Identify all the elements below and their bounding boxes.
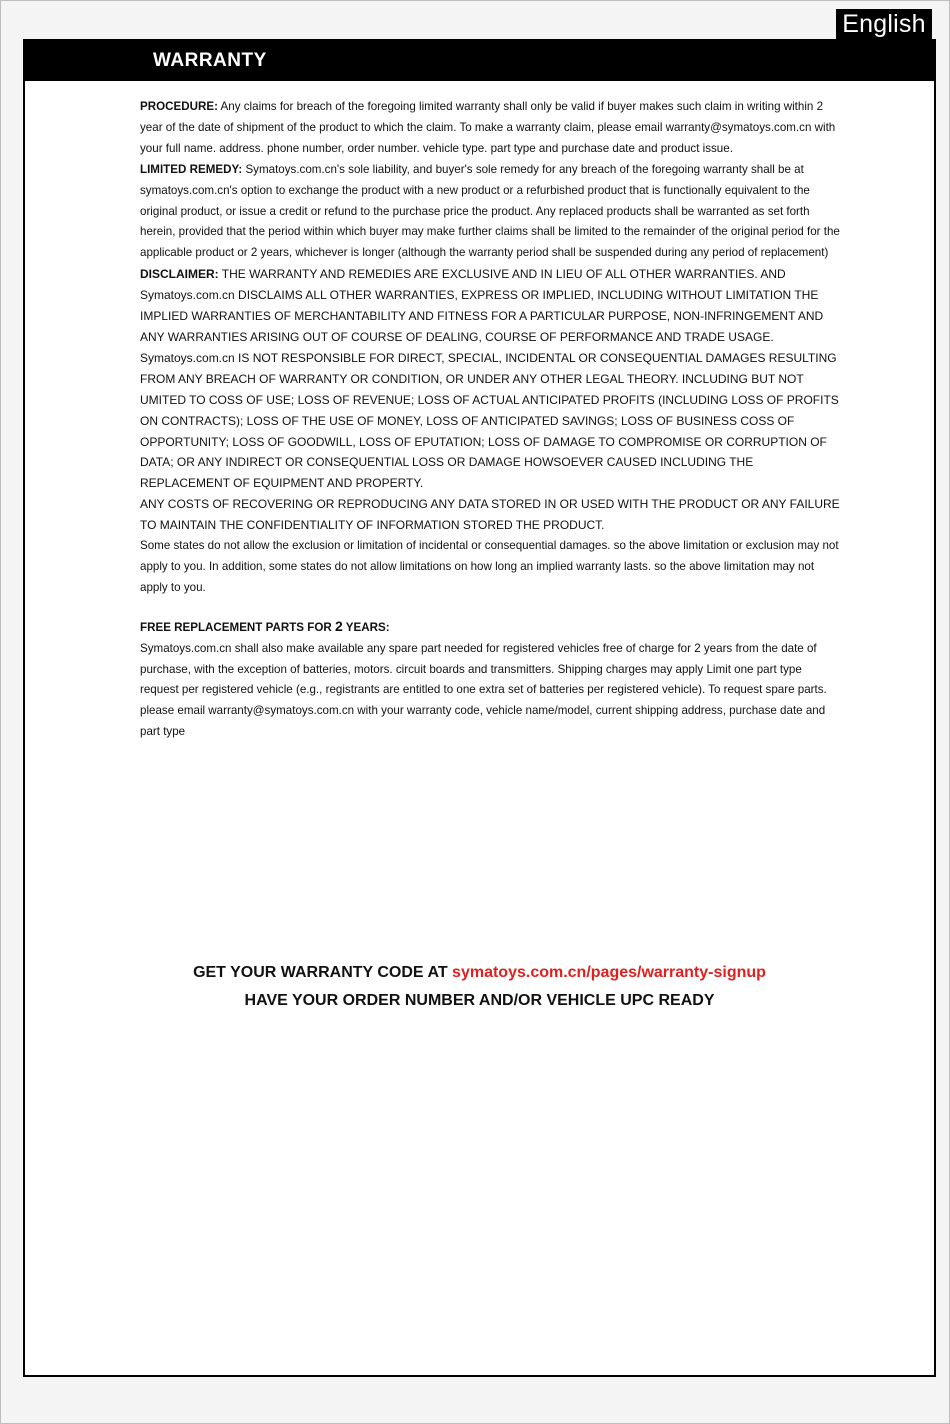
free-parts-label-prefix: FREE REPLACEMENT PARTS FOR: [140, 620, 335, 634]
limited-remedy-label: LIMITED REMEDY:: [140, 162, 243, 176]
order-number-note: HAVE YOUR ORDER NUMBER AND/OR VEHICLE UPC READY: [244, 992, 715, 1009]
warranty-code-cta: [25, 964, 934, 982]
limited-remedy-paragraph: [140, 160, 840, 265]
limited-remedy-text: Symatoys.com.cn's sole liability, and buyer's sole remedy for any breach of the foregoing warranty shall be at symatoys.com.cn's option to exchange the product with a new product or a refurbished product that is functionally equivalent to the original product, or issue a credit or refund to the purchase price the product. Any replaced products shall be warranted as set forth herein, provided that the period within which buyer may make further claims shall be limited to the remainder of the original period for the applicable product or 2 years, whichever is longer (although the warranty period shall be suspended during any period of replacement): [140, 162, 840, 260]
liability-text: IS NOT RESPONSIBLE FOR DIRECT, SPECIAL, INCIDENTAL OR CONSEQUENTIAL DAMAGES RESULTING FROM ANY BREACH OF WARRANTY OR CONDITION, OR UNDER ANY OTHER LEGAL THEORY. INCLUDING BUT NOT UMITED TO COSS OF USE; LOSS OF REVENUE; LOSS OF ACTUAL ANTICIPATED PROFITS (INCLUDING LOSS OF PROFITS ON CONTRACTS); LOSS OF THE USE OF MONEY, LOSS OF ANTICIPATED SAVINGS; LOSS OF BUSINESS COSS OF OPPORTUNITY; LOSS OF GOODWILL, LOSS OF EPUTATION; LOSS OF DAMAGE TO COMPROMISE OR CORRUPTION OF DATA; OR ANY INDIRECT OR CONSEQUENTIAL LOSS OR DAMAGE HOWSOEVER CAUSED INCLUDING THE REPLACEMENT OF EQUIPMENT AND PROPERTY.: [140, 350, 839, 491]
procedure-label: PROCEDURE:: [140, 100, 218, 113]
state-law-paragraph: Some states do not allow the exclusion or limitation of incidental or consequential damages. so the above limitation or exclusion may not apply to you. In addition, some states do not allow limitations on how long an implied warranty lasts. so the above limitation may not apply to you.: [140, 539, 839, 594]
disclaimer-paragraph: [140, 264, 840, 348]
cta-prefix: GET YOUR WARRANTY CODE AT: [193, 964, 453, 981]
language-tab: English: [836, 9, 932, 39]
liability-brand: Symatoys.com.cn: [140, 350, 235, 365]
disclaimer-label: DISCLAIMER:: [140, 267, 219, 282]
free-parts-text: Symatoys.com.cn shall also make available any spare part needed for registered vehicles free of charge for 2 years from the date of purchase, with the exception of batteries, motors. circuit boards and transmitters. Shipping charges may apply Limit one part type request per registered vehicle (e.g., registrants are entitled to one extra set of batteries per registered vehicle). To request spare parts. please email warranty@symatoys.com.cn with your warranty code, vehicle name/model, current shipping address, purchase date and part type: [140, 641, 827, 739]
procedure-text: Any claims for breach of the foregoing limited warranty shall only be valid if buyer makes such claim in writing within 2 year of the date of shipment of the product to which the claim. To make a warranty claim, please email warranty@symatoys.com.cn with your full name. address. phone number, order number. vehicle type. part type and purchase date and product issue.: [140, 100, 836, 155]
free-parts-section: [140, 616, 840, 743]
disclaimer-text: THE WARRANTY AND REMEDIES ARE EXCLUSIVE AND IN LIEU OF ALL OTHER WARRANTIES. AND Symatoys.com.cn DISCLAIMS ALL OTHER WARRANTIES, EXPRESS OR IMPLIED, INCLUDING WITHOUT LIMITATION THE IMPLIED WARRANTIES OF MERCHANTABILITY AND FITNESS FOR A PARTICULAR PURPOSE, NON-INFRINGEMENT AND ANY WARRANTIES ARISING OUT OF COURSE OF DEALING, COURSE OF PERFORMANCE AND TRADE USAGE.: [140, 267, 824, 344]
free-parts-heading: [140, 616, 840, 639]
procedure-paragraph: [140, 97, 840, 160]
disclaimer-section: [140, 264, 840, 599]
liability-paragraph: [140, 348, 840, 494]
warranty-content: [140, 97, 840, 743]
header-bar: [25, 39, 934, 81]
free-parts-label-suffix: YEARS:: [342, 620, 390, 634]
data-costs-paragraph: ANY COSTS OF RECOVERING OR REPRODUCING ANY DATA STORED IN OR USED WITH THE PRODUCT OR ANY FAILURE TO MAINTAIN THE CONFIDENTIALITY OF INFORMATION STORED THE PRODUCT.: [140, 497, 840, 533]
free-parts-label-number: 2: [334, 617, 343, 634]
page-title: WARRANTY: [153, 50, 267, 71]
warranty-frame: [23, 39, 936, 1377]
warranty-signup-link[interactable]: symatoys.com.cn/pages/warranty-signup: [452, 964, 766, 981]
